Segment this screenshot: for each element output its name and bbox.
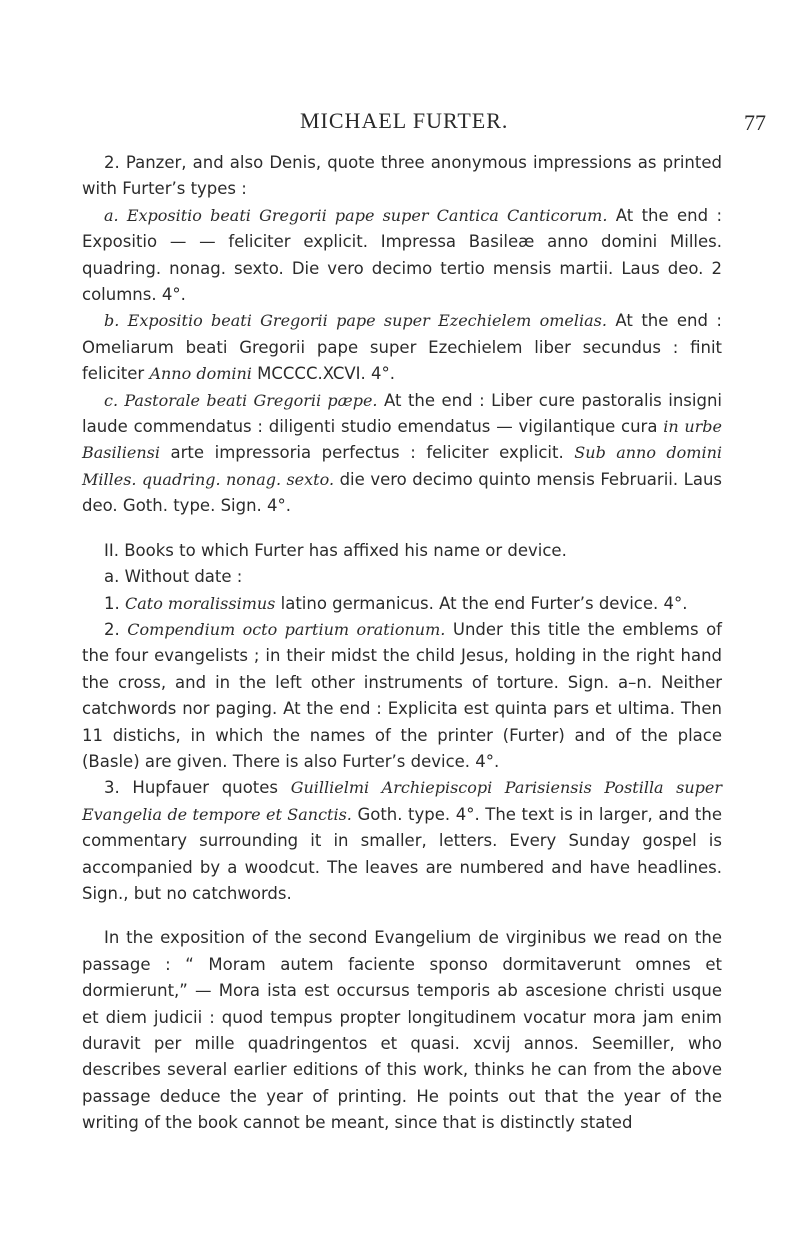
text-run: arte impressoria perfectus : feliciter explicit. [159, 443, 575, 463]
item-2 [82, 617, 722, 775]
item-1 [82, 591, 722, 617]
paragraph-intro [82, 150, 722, 203]
italic-run: Guillielmi Archiepiscopi Parisiensis Postilla super Evangelia de tempore et Sanctis. [82, 778, 723, 824]
text-run: latino germanicus. At the end Furter’s device. 4°. [275, 593, 688, 613]
text-run: 2. Panzer, and also Denis, quote three anonymous impressions as printed with Furter’s types : [82, 153, 722, 199]
text-run: a. Without date : [104, 567, 243, 587]
entry-b [82, 308, 722, 387]
italic-run: Compendium octo partium orationum. [127, 619, 446, 639]
body-text [82, 150, 722, 1137]
text-run: die vero decimo quinto mensis Februarii. Laus deo. Goth. type. Sign. 4°. [82, 469, 723, 516]
entry-a [82, 203, 722, 309]
text-run: Under this title the emblems of the four evangelists ; in their midst the child Jesus, holding in the right hand the cross, and in the left other instruments of torture. Sign. a–n. Neither catchwords nor paging. At the end : Explicita est quinta pars et ultima. Then 11 distichs, in which the names of the printer (Furter) and of the place (Basle) are given. There is also Furter’s device. 4°. [82, 619, 722, 771]
text-run: At the end : Omeliarum beati Gregorii pape super Ezechielem liber secundus : finit feliciter [82, 311, 722, 384]
italic-run: a. Expositio beati Gregorii pape super Cantica Canticorum. [104, 205, 608, 225]
text-run: At the end : Liber cure pastoralis insigni laude commendatus : diligenti studio emendatus — vigilantique cura [82, 390, 722, 437]
text-run: At the end : Expositio — — feliciter explicit. Impressa Basileæ anno domini Milles. quadring. nonag. sexto. Die vero decimo tertio mensis martii. Laus deo. 2 columns. 4°. [82, 205, 722, 305]
italic-run: Cato moralissimus [125, 593, 276, 613]
running-title: MICHAEL FURTER. [300, 108, 509, 133]
page-number: 77 [744, 110, 766, 135]
item-3 [82, 775, 722, 907]
italic-run: Sub anno domini Milles. quadring. nonag. sexto. [82, 443, 722, 489]
italic-run: in urbe Basiliensi [82, 417, 723, 463]
text-run: 2. [104, 619, 128, 639]
italic-run: b. Expositio beati Gregorii pape super Ezechielem omelias. [104, 311, 607, 331]
text-run: MCCCC.XCVI. 4°. [251, 364, 395, 384]
text-run: 1. [104, 593, 125, 613]
italic-run: Anno domini [149, 364, 252, 384]
text-run: II. Books to which Furter has affixed his name or device. [104, 540, 567, 560]
subsection-heading [82, 564, 722, 590]
entry-c [82, 388, 722, 520]
text-run: Goth. type. 4°. The text is in larger, and the commentary surrounding it in smaller, letters. Every Sunday gospel is accompanied by a woodcut. The leaves are numbered and have headlines. Sign., but no catchwords. [82, 804, 723, 903]
section-heading [82, 538, 722, 564]
italic-run: c. Pastorale beati Gregorii pæpe. [104, 390, 378, 410]
running-head [0, 108, 800, 138]
paragraph-exposition [82, 925, 722, 1136]
text-run: 3. Hupfauer quotes [104, 778, 291, 798]
text-run: In the exposition of the second Evangelium de virginibus we read on the passage : “ Moram autem faciente sponso dormitaverunt omnes et dormierunt,” — Mora ista est occursus temporis ab ascesione christi usque et diem judicii : quod tempus propter longitudinem vocatur mora jam enim duravit per mille quadringentos et quasi. xcvij annos. Seemiller, who describes several earlier editions of this work, thinks he can from the above passage deduce the year of printing. He points out that the year of the writing of the book cannot be meant, since that is distinctly stated [82, 928, 722, 1133]
